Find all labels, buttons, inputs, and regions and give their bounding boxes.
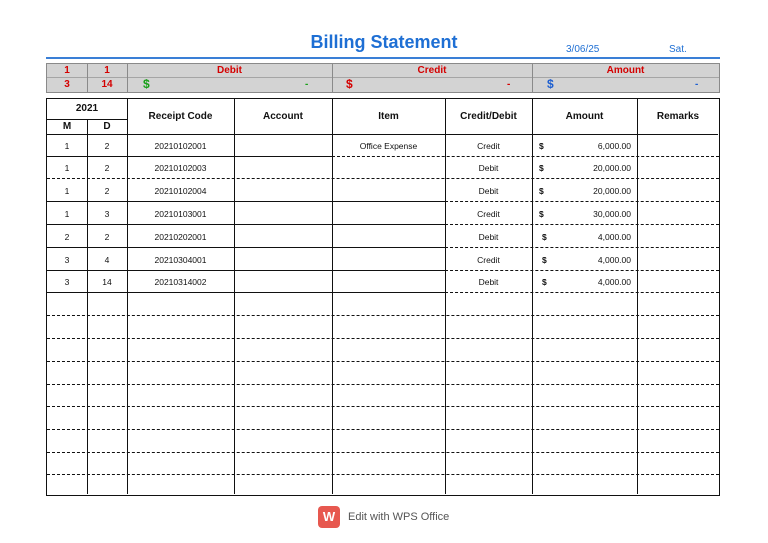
summary-month-start: 1 xyxy=(64,65,70,76)
grid-line xyxy=(47,452,719,453)
year-header: 2021 xyxy=(75,103,99,114)
wps-edit-label: Edit with WPS Office xyxy=(348,511,450,523)
summary-day-start: 1 xyxy=(104,65,110,76)
row-amount: 20,000.00 xyxy=(593,186,631,196)
title-underline xyxy=(46,57,720,59)
grid-line xyxy=(445,99,446,494)
row-receipt-code: 20210102004 xyxy=(154,186,207,196)
summary-band xyxy=(46,63,720,93)
summary-debit-value: - xyxy=(305,79,309,90)
row-month: 2 xyxy=(64,232,70,242)
row-currency: $ xyxy=(539,141,544,151)
summary-amount-currency: $ xyxy=(547,77,554,91)
grid-line xyxy=(47,201,445,202)
row-receipt-code: 20210304001 xyxy=(154,255,207,265)
row-month: 1 xyxy=(64,209,70,219)
row-day: 14 xyxy=(102,277,112,287)
row-month: 1 xyxy=(64,141,70,151)
grid-line xyxy=(445,270,719,271)
summary-debit-currency: $ xyxy=(143,77,150,91)
row-month: 1 xyxy=(64,163,70,173)
row-type: Credit xyxy=(477,255,500,265)
wps-logo-icon: W xyxy=(318,506,340,528)
row-type: Debit xyxy=(478,163,499,173)
col-account-header: Account xyxy=(263,111,303,122)
grid-line xyxy=(47,429,719,430)
row-amount: 4,000.00 xyxy=(597,277,631,287)
col-month-header: M xyxy=(62,121,72,132)
row-receipt-code: 20210102001 xyxy=(154,141,207,151)
row-day: 2 xyxy=(104,186,110,196)
grid-line xyxy=(445,201,719,202)
grid-line xyxy=(47,270,445,271)
page-title: Billing Statement xyxy=(310,32,458,52)
grid-line xyxy=(47,474,719,475)
summary-credit-currency: $ xyxy=(346,77,353,91)
col-remarks-header: Remarks xyxy=(656,111,700,122)
grid-line xyxy=(234,99,235,494)
row-month: 1 xyxy=(64,186,70,196)
row-currency: $ xyxy=(542,232,547,242)
row-month: 3 xyxy=(64,255,70,265)
row-item: Office Expense xyxy=(359,141,418,151)
summary-credit-label: Credit xyxy=(417,65,447,76)
row-day: 2 xyxy=(104,141,110,151)
row-day: 3 xyxy=(104,209,110,219)
grid-line xyxy=(47,247,445,248)
grid-line xyxy=(47,361,719,362)
summary-amount-label: Amount xyxy=(606,65,645,76)
grid-line xyxy=(47,156,332,157)
grid-line xyxy=(47,315,719,316)
row-receipt-code: 20210103001 xyxy=(154,209,207,219)
row-day: 2 xyxy=(104,163,110,173)
grid-line xyxy=(87,119,88,494)
row-receipt-code: 20210314002 xyxy=(154,277,207,287)
row-receipt-code: 20210102003 xyxy=(154,163,207,173)
row-amount: 4,000.00 xyxy=(597,232,631,242)
row-type: Debit xyxy=(478,232,499,242)
row-type: Credit xyxy=(477,209,500,219)
grid-line xyxy=(532,99,533,494)
statement-date: 3/06/25 xyxy=(566,44,600,55)
row-currency: $ xyxy=(542,255,547,265)
summary-credit-value: - xyxy=(507,79,511,90)
summary-day-end: 14 xyxy=(101,79,113,90)
grid-line xyxy=(127,99,128,494)
col-receipt-header: Receipt Code xyxy=(148,111,213,122)
col-day-header: D xyxy=(103,121,111,132)
summary-month-end: 3 xyxy=(64,79,70,90)
row-currency: $ xyxy=(542,277,547,287)
row-receipt-code: 20210202001 xyxy=(154,232,207,242)
row-day: 4 xyxy=(104,255,110,265)
row-amount: 4,000.00 xyxy=(597,255,631,265)
grid-line xyxy=(445,292,719,293)
col-amount-header: Amount xyxy=(565,111,604,122)
row-currency: $ xyxy=(539,209,544,219)
row-month: 3 xyxy=(64,277,70,287)
grid-line xyxy=(47,224,445,225)
row-type: Debit xyxy=(478,277,499,287)
row-currency: $ xyxy=(539,186,544,196)
col-credit-debit-header: Credit/Debit xyxy=(460,111,517,122)
summary-amount-value: - xyxy=(695,79,699,90)
grid-line xyxy=(47,178,719,179)
grid-line xyxy=(47,134,718,135)
grid-line xyxy=(445,224,719,225)
row-amount: 30,000.00 xyxy=(593,209,631,219)
row-amount: 6,000.00 xyxy=(597,141,631,151)
row-amount: 20,000.00 xyxy=(593,163,631,173)
row-type: Debit xyxy=(478,186,499,196)
grid-line xyxy=(332,156,719,157)
row-type: Credit xyxy=(477,141,500,151)
grid-line xyxy=(445,247,719,248)
grid-line xyxy=(47,384,719,385)
summary-debit-label: Debit xyxy=(217,65,242,76)
row-currency: $ xyxy=(539,163,544,173)
billing-table xyxy=(46,98,720,496)
grid-line xyxy=(637,99,638,494)
row-day: 2 xyxy=(104,232,110,242)
col-item-header: Item xyxy=(378,111,399,122)
grid-line xyxy=(47,406,719,407)
grid-line xyxy=(47,338,719,339)
wps-edit-link[interactable] xyxy=(318,506,449,528)
grid-line xyxy=(47,292,445,293)
statement-weekday: Sat. xyxy=(669,44,687,55)
grid-line xyxy=(332,99,333,494)
